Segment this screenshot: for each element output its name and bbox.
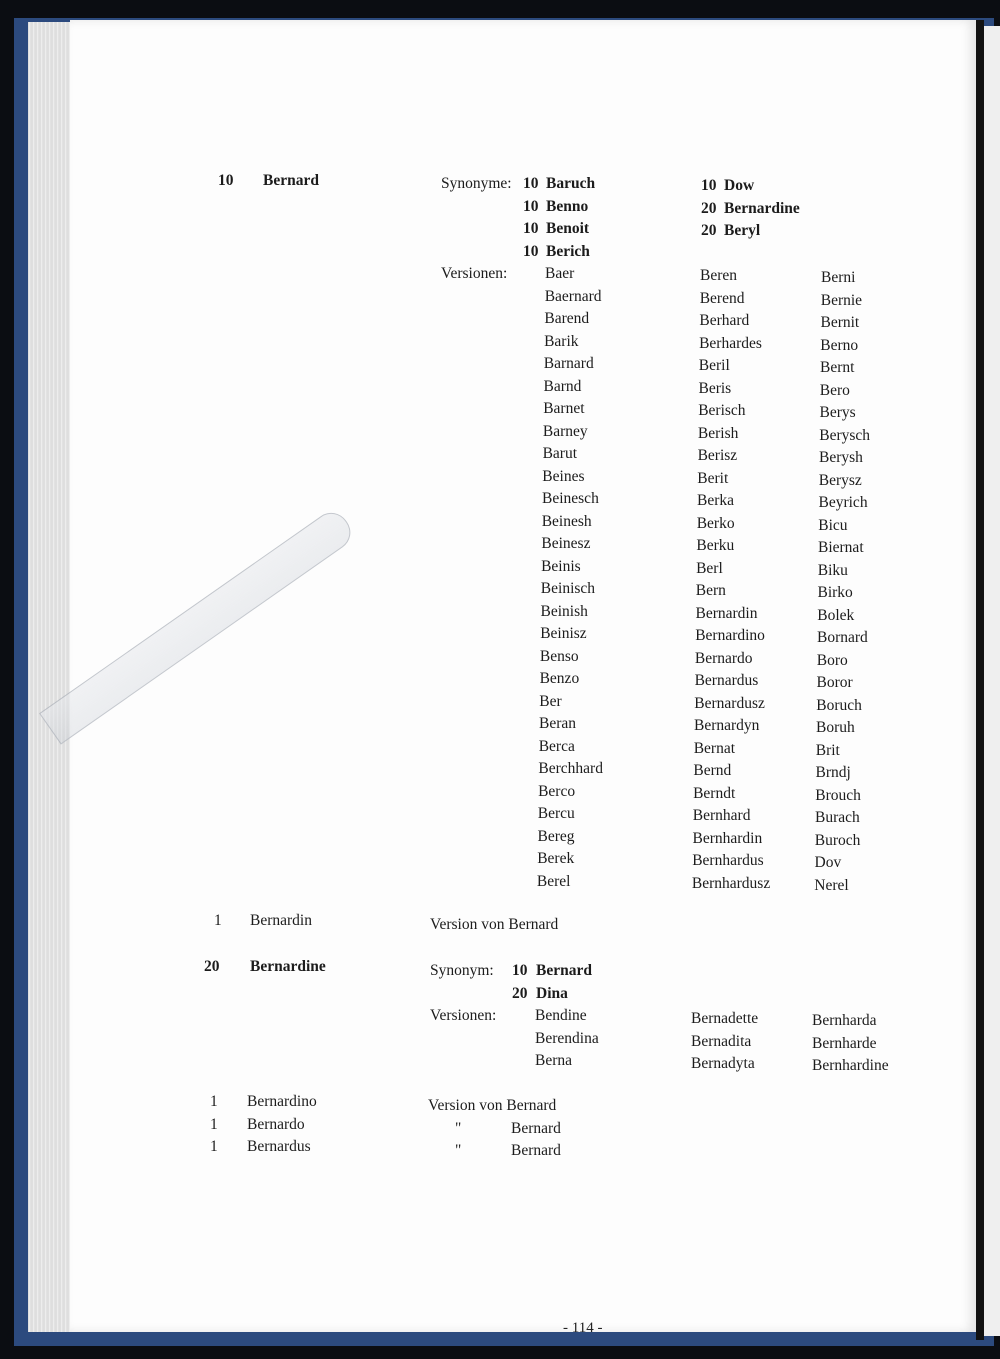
version-name: Bicu — [818, 516, 848, 534]
version-name: Berendina — [535, 1029, 599, 1047]
version-name: Brouch — [815, 786, 861, 804]
synonym-name: Dina — [536, 984, 568, 1002]
synonym-count: 10 — [523, 197, 539, 215]
version-name: Berl — [696, 559, 723, 577]
entry-count: 10 — [218, 172, 234, 189]
version-name: Berhard — [699, 312, 750, 329]
synonym-name: Benoit — [546, 220, 590, 237]
version-name: Beinisz — [540, 625, 587, 642]
version-name: Benzo — [539, 670, 580, 687]
version-name: Bernadette — [691, 1010, 759, 1027]
entry-count: 20 — [204, 958, 220, 975]
version-name: Barnd — [543, 377, 582, 395]
version-name: Bernt — [820, 359, 855, 376]
entry-ref: Bernard — [511, 1142, 561, 1159]
version-name: Barnard — [543, 355, 594, 372]
synonym-name: Bernard — [536, 962, 592, 979]
version-name: Berys — [819, 404, 856, 421]
version-name: Bernhardin — [692, 829, 763, 847]
entry-text: Version von Bernard — [430, 916, 559, 933]
synonym-count: 10 — [701, 177, 717, 194]
version-name: Bernardusz — [694, 694, 765, 712]
version-name: Beines — [542, 467, 585, 485]
ditto-mark: " — [455, 1142, 462, 1159]
version-name: Beren — [700, 267, 738, 284]
version-name: Berisz — [697, 447, 738, 464]
version-name: Bernie — [820, 291, 863, 309]
entry-count: 1 — [210, 1115, 218, 1133]
entry-count: 1 — [210, 1093, 218, 1110]
version-name: Dov — [814, 854, 842, 871]
facing-page-edge — [984, 26, 1000, 1336]
synonym-count: 20 — [701, 199, 717, 217]
version-name: Berko — [696, 514, 735, 532]
version-name: Bendine — [535, 1007, 587, 1024]
synonym-count: 20 — [512, 984, 528, 1002]
version-name: Berysh — [819, 449, 863, 466]
version-name: Bernardino — [695, 627, 765, 644]
version-name: Bernharde — [812, 1034, 877, 1052]
version-name: Barik — [544, 332, 579, 350]
version-name: Biernat — [818, 539, 864, 556]
version-name: Bernat — [693, 739, 736, 757]
version-name: Berna — [535, 1052, 573, 1069]
version-name: Berysch — [819, 426, 871, 444]
version-name: Bernardyn — [694, 717, 760, 734]
versions-label: Versionen: — [430, 1007, 497, 1024]
entry-ref: Bernard — [511, 1119, 561, 1137]
version-name: Bern — [695, 582, 726, 599]
entry-count: 1 — [210, 1138, 218, 1155]
version-name: Brit — [815, 741, 840, 759]
version-name: Beinish — [540, 602, 588, 620]
synonym-name: Dow — [724, 177, 755, 194]
version-name: Boro — [816, 651, 848, 669]
page-number: - 114 - — [563, 1320, 603, 1336]
version-name: Bolek — [817, 606, 855, 624]
entry-name: Bernardino — [247, 1093, 317, 1110]
versions-label: Versionen: — [441, 265, 508, 282]
version-name: Benso — [539, 647, 579, 665]
version-name: Beinisch — [540, 580, 596, 597]
entry-name: Bernardine — [250, 958, 326, 975]
entry-name: Bernardus — [247, 1138, 311, 1155]
version-name: Beran — [539, 715, 577, 732]
version-name: Beinesz — [541, 535, 591, 552]
entry-name: Bernard — [263, 172, 319, 189]
version-name: Bernhardus — [692, 852, 764, 869]
version-name: Boruh — [816, 719, 855, 736]
synonyms-label: Synonyme: — [441, 175, 512, 192]
version-name: Bernhardusz — [691, 874, 771, 892]
version-name: Berndt — [693, 784, 736, 802]
entry-name: Bernardo — [247, 1115, 305, 1133]
version-name: Beinesh — [541, 512, 592, 530]
version-name: Barnet — [543, 400, 585, 417]
version-name: Baernard — [544, 287, 602, 305]
version-name: Birko — [817, 584, 853, 601]
synonym-name: Baruch — [546, 175, 596, 192]
version-name: Bernhardine — [812, 1057, 889, 1074]
synonym-name: Bernardine — [724, 199, 800, 217]
version-name: Berni — [821, 269, 856, 286]
version-name: Bercu — [537, 805, 575, 822]
synonym-name: Beryl — [724, 222, 761, 239]
version-name: Buroch — [814, 831, 861, 849]
version-name: Bernd — [693, 762, 732, 779]
version-name: Berka — [697, 492, 735, 509]
version-name: Bernardin — [695, 604, 758, 622]
version-name: Berno — [820, 336, 859, 354]
version-name: Boruch — [816, 696, 862, 714]
version-name: Brndj — [815, 764, 851, 781]
version-name: Bernit — [820, 314, 860, 331]
book-gutter — [976, 20, 984, 1340]
version-name: Bero — [819, 381, 850, 399]
version-name: Burach — [815, 809, 860, 826]
version-name: Nerel — [814, 876, 849, 894]
version-name: Bernadyta — [691, 1055, 755, 1072]
entry-name: Bernardin — [250, 912, 312, 929]
synonym-count: 10 — [523, 175, 539, 192]
version-name: Berek — [537, 850, 575, 867]
version-name: Berku — [696, 537, 735, 554]
bookmark-strip — [39, 506, 357, 745]
version-name: Bernhard — [692, 807, 751, 824]
version-name: Berel — [536, 872, 571, 890]
synonym-count: 10 — [523, 220, 539, 237]
version-name: Berit — [697, 469, 729, 487]
synonym-name: Berich — [546, 242, 590, 260]
version-name: Bernharda — [812, 1012, 877, 1029]
version-name: Beris — [698, 379, 732, 397]
version-name: Bernardo — [694, 649, 753, 667]
version-name: Biku — [817, 561, 848, 579]
synonyms-label: Synonym: — [430, 962, 494, 979]
entry-text: Version von Bernard — [428, 1097, 557, 1114]
version-name: Boror — [816, 674, 853, 691]
synonym-count: 10 — [512, 962, 528, 979]
synonym-count: 10 — [523, 242, 539, 260]
version-name: Ber — [539, 692, 562, 710]
version-name: Berco — [538, 782, 576, 800]
version-name: Baer — [545, 265, 575, 282]
version-name: Bernadita — [691, 1032, 752, 1050]
version-name: Berca — [538, 737, 575, 755]
version-name: Beril — [698, 357, 730, 374]
version-name: Bereg — [537, 827, 575, 845]
book-page — [70, 20, 976, 1336]
synonym-count: 20 — [701, 222, 717, 239]
version-name: Berish — [697, 424, 739, 442]
version-name: Beinis — [541, 557, 581, 575]
version-name: Berisch — [698, 402, 746, 419]
version-name: Berchhard — [538, 760, 603, 777]
version-name: Barney — [542, 422, 588, 440]
version-name: Beinesch — [542, 490, 599, 507]
version-name: Beyrich — [818, 494, 868, 511]
ditto-mark: " — [455, 1119, 462, 1137]
version-name: Bernardus — [694, 672, 759, 689]
version-name: Berysz — [818, 471, 862, 489]
version-name: Berhardes — [699, 334, 762, 352]
version-name: Bornard — [817, 629, 868, 646]
entry-count: 1 — [214, 912, 222, 929]
version-name: Berend — [699, 289, 745, 307]
synonym-name: Benno — [546, 197, 589, 215]
version-name: Barut — [542, 445, 578, 462]
version-name: Barend — [544, 310, 590, 327]
